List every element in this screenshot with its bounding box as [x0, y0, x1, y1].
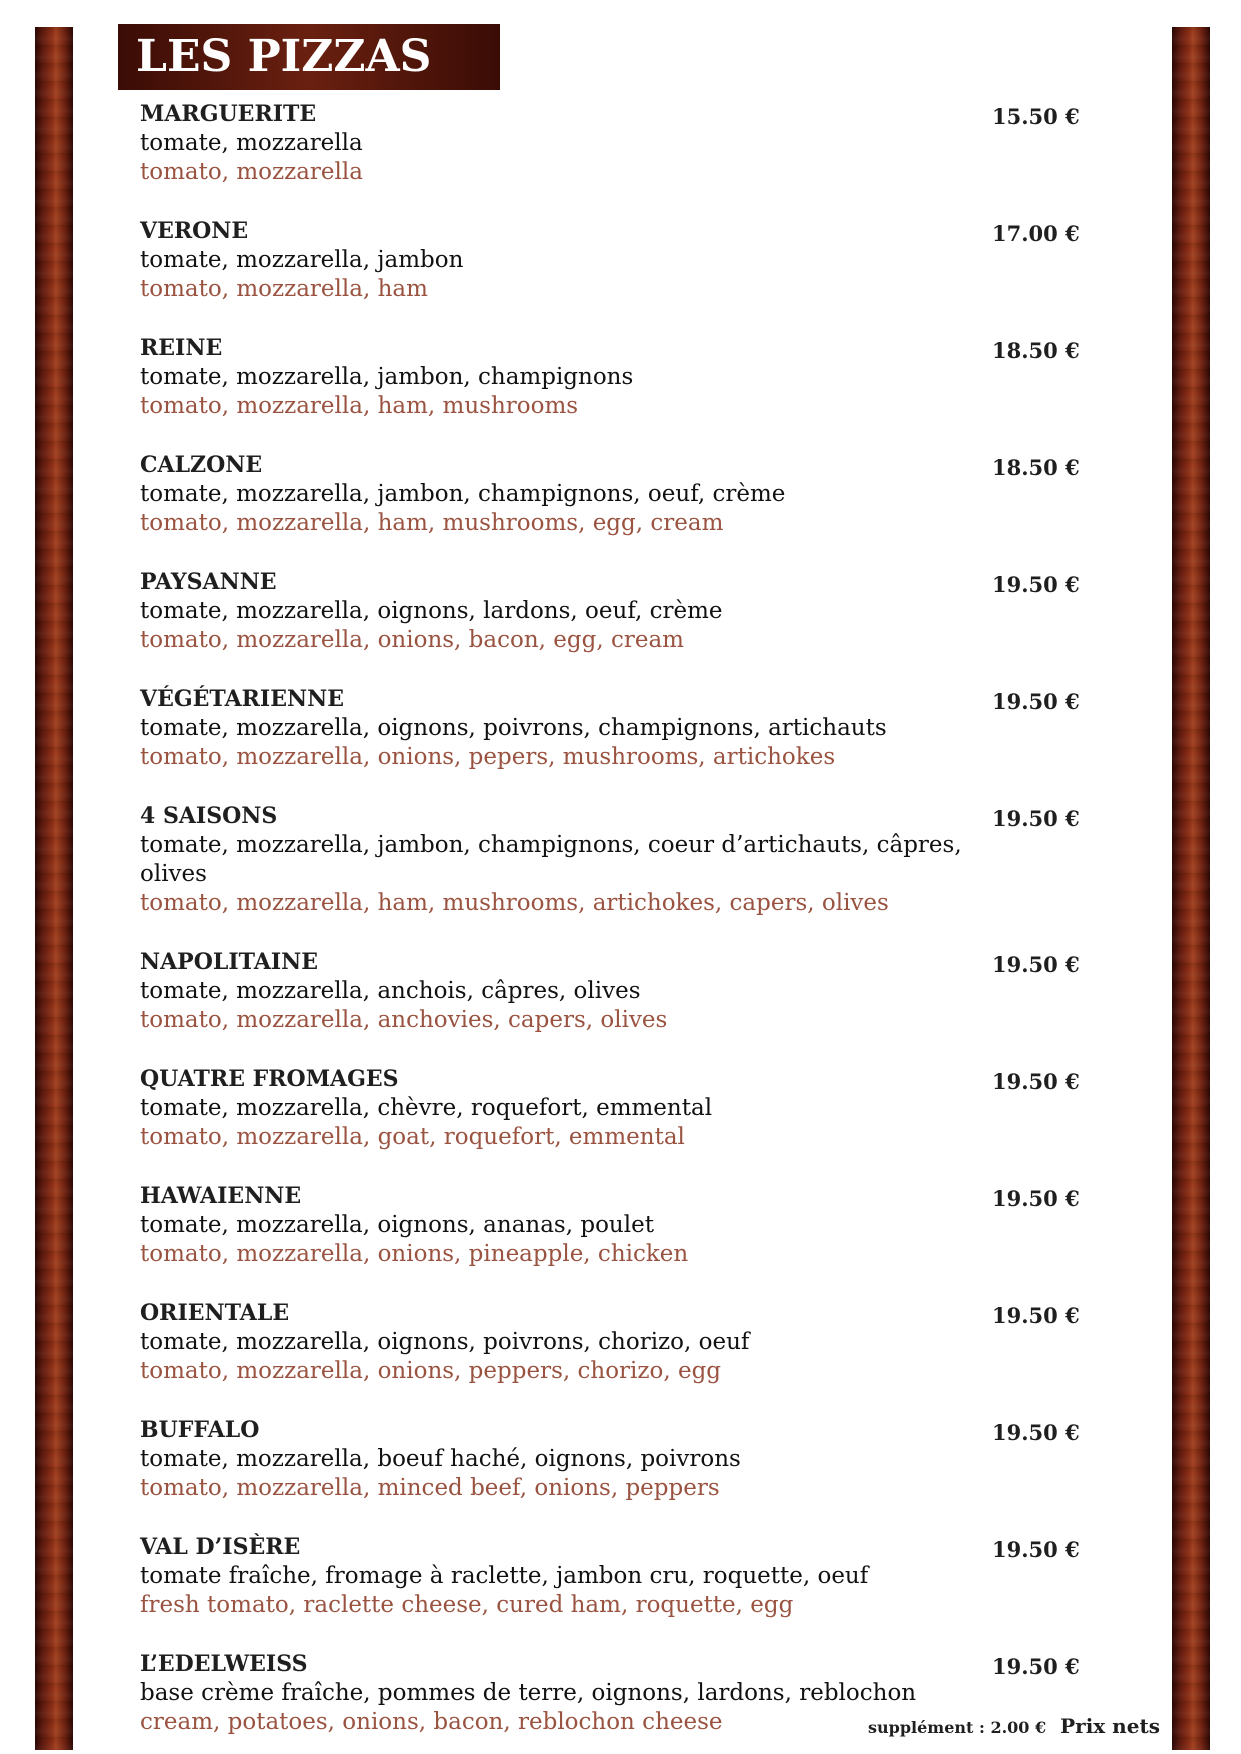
pizza-ingredients-fr: tomate, mozzarella, oignons, ananas, poulet: [140, 1212, 654, 1238]
menu-item-val-disere: [140, 1533, 1140, 1620]
menu-item-orientale: [140, 1299, 1140, 1386]
pizza-ingredients-fr: tomate, mozzarella, oignons, poivrons, champignons, artichauts: [140, 715, 887, 741]
menu-item-verone: [140, 217, 1140, 304]
pizza-ingredients-fr: tomate, mozzarella, jambon, champignons, coeur d’artichauts, câpres, olives: [140, 832, 962, 887]
menu-item-napolitaine: [140, 948, 1140, 1035]
pizza-price: 17.00 €: [992, 221, 1080, 246]
pizza-ingredients-fr: tomate, mozzarella, jambon: [140, 247, 464, 273]
pizza-ingredients-fr: tomate, mozzarella, boeuf haché, oignons, poivrons: [140, 1446, 741, 1472]
pizza-name: VERONE: [140, 218, 249, 244]
pizza-ingredients-fr: tomate, mozzarella, chèvre, roquefort, emmental: [140, 1095, 713, 1121]
pizza-ingredients-fr: tomate, mozzarella, jambon, champignons, oeuf, crème: [140, 481, 786, 507]
pizza-ingredients-en: tomato, mozzarella, onions, bacon, egg, cream: [140, 627, 684, 653]
pizza-ingredients-en: tomato, mozzarella, goat, roquefort, emmental: [140, 1124, 685, 1150]
pizza-ingredients-fr: tomate, mozzarella: [140, 130, 363, 156]
supplement-note: supplément : 2.00 €: [868, 1718, 1047, 1737]
pizza-name: ORIENTALE: [140, 1300, 290, 1326]
menu-item-calzone: [140, 451, 1140, 538]
left-decorative-bar: [35, 27, 73, 1750]
pizza-name: 4 SAISONS: [140, 803, 278, 829]
net-prices-note: Prix nets: [1060, 1714, 1160, 1738]
menu-item-vegetarienne: [140, 685, 1140, 772]
pizza-ingredients-fr: base crème fraîche, pommes de terre, oignons, lardons, reblochon: [140, 1680, 917, 1706]
pizza-price: 15.50 €: [992, 104, 1080, 129]
pizza-ingredients-en: tomato, mozzarella, onions, pineapple, chicken: [140, 1241, 689, 1267]
pizza-name: BUFFALO: [140, 1417, 260, 1443]
pizza-price: 19.50 €: [992, 806, 1080, 831]
pizza-name: HAWAIENNE: [140, 1183, 302, 1209]
pizza-ingredients-en: fresh tomato, raclette cheese, cured ham, roquette, egg: [140, 1592, 794, 1618]
pizza-ingredients-en: tomato, mozzarella, ham, mushrooms, artichokes, capers, olives: [140, 890, 889, 916]
pizza-name: MARGUERITE: [140, 101, 317, 127]
pizza-ingredients-en: tomato, mozzarella, anchovies, capers, olives: [140, 1007, 668, 1033]
footer-note: [868, 1714, 1160, 1738]
pizza-price: 19.50 €: [992, 1069, 1080, 1094]
pizza-name: VÉGÉTARIENNE: [140, 686, 344, 712]
pizza-price: 19.50 €: [992, 1654, 1080, 1679]
pizza-ingredients-fr: tomate fraîche, fromage à raclette, jambon cru, roquette, oeuf: [140, 1563, 869, 1589]
pizza-ingredients-fr: tomate, mozzarella, jambon, champignons: [140, 364, 634, 390]
pizza-ingredients-en: tomato, mozzarella, onions, pepers, mushrooms, artichokes: [140, 744, 836, 770]
menu-item-reine: [140, 334, 1140, 421]
pizza-name: CALZONE: [140, 452, 263, 478]
right-decorative-bar: [1172, 27, 1210, 1750]
pizza-ingredients-en: tomato, mozzarella, minced beef, onions, peppers: [140, 1475, 720, 1501]
page-title: LES PIZZAS: [136, 31, 432, 82]
pizza-name: PAYSANNE: [140, 569, 277, 595]
menu-item-hawaienne: [140, 1182, 1140, 1269]
pizza-price: 19.50 €: [992, 952, 1080, 977]
pizza-ingredients-en: cream, potatoes, onions, bacon, reblochon cheese: [140, 1709, 723, 1735]
menu-item-paysanne: [140, 568, 1140, 655]
pizza-name: VAL D’ISÈRE: [140, 1534, 301, 1560]
pizza-ingredients-en: tomato, mozzarella, ham: [140, 276, 428, 302]
pizza-price: 18.50 €: [992, 338, 1080, 363]
menu-item-marguerite: [140, 100, 1140, 187]
pizza-name: NAPOLITAINE: [140, 949, 319, 975]
pizza-price: 19.50 €: [992, 572, 1080, 597]
pizza-price: 19.50 €: [992, 1537, 1080, 1562]
pizza-name: QUATRE FROMAGES: [140, 1066, 399, 1092]
pizza-ingredients-fr: tomate, mozzarella, oignons, lardons, oeuf, crème: [140, 598, 723, 624]
pizza-ingredients-en: tomato, mozzarella: [140, 159, 363, 185]
pizza-ingredients-en: tomato, mozzarella, ham, mushrooms, egg, cream: [140, 510, 724, 536]
pizza-name: REINE: [140, 335, 223, 361]
menu-item-4-saisons: [140, 802, 1140, 918]
pizza-price: 19.50 €: [992, 1420, 1080, 1445]
pizza-ingredients-fr: tomate, mozzarella, oignons, poivrons, chorizo, oeuf: [140, 1329, 750, 1355]
pizza-ingredients-en: tomato, mozzarella, ham, mushrooms: [140, 393, 579, 419]
pizza-ingredients-fr: tomate, mozzarella, anchois, câpres, olives: [140, 978, 641, 1004]
menu-item-quatre-fromages: [140, 1065, 1140, 1152]
title-banner: [118, 24, 500, 90]
pizza-price: 19.50 €: [992, 1186, 1080, 1211]
pizza-price: 18.50 €: [992, 455, 1080, 480]
pizza-name: L’EDELWEISS: [140, 1651, 308, 1677]
pizza-price: 19.50 €: [992, 1303, 1080, 1328]
pizza-price: 19.50 €: [992, 689, 1080, 714]
pizza-ingredients-en: tomato, mozzarella, onions, peppers, chorizo, egg: [140, 1358, 722, 1384]
menu-item-buffalo: [140, 1416, 1140, 1503]
